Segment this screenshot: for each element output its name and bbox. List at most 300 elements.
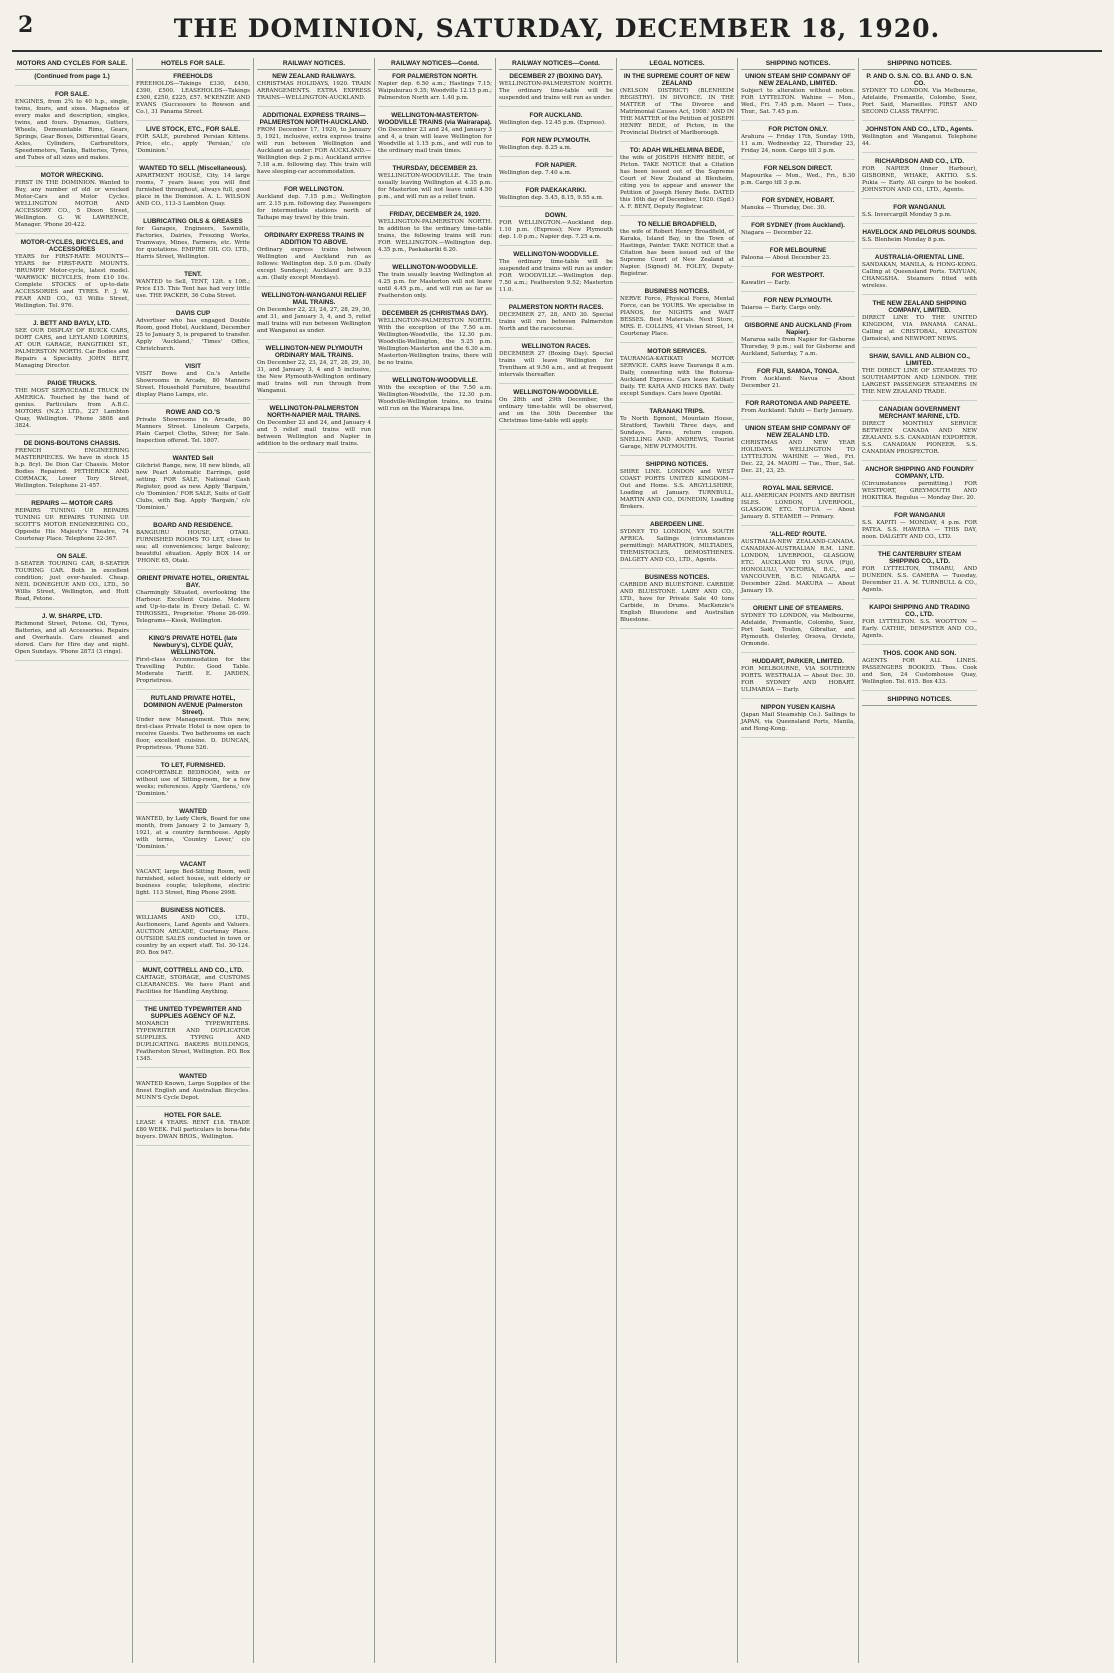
advertisement: [257, 232, 371, 287]
column-heading: RAILWAY NOTICES—Contd.: [378, 60, 492, 70]
advertisement: [741, 400, 855, 420]
ad-body: Private Showrooms in Arcade, 80 Manners Street. Linoleum Carpets, Plain Carpet Cloths, Silver, for Sale. Inspection offered. Tel. 1807.: [136, 417, 250, 444]
ad-heading: FOR WANGANUI.: [893, 204, 946, 211]
advertisement: [620, 408, 734, 456]
ad-body: the wife of Robert Henry Broadfield, of Karaka, Island Bay, in the Town of Hastings, Painter. TAKE NOTICE that a Citation has been issued out of the Supreme Court of New Zealand at Napier. (Signed) M. FOLEY, Deputy-Registrar.: [620, 229, 734, 277]
ad-body: LEASE 4 YEARS. RENT £18. TRADE £80 WEEK. Full particulars to bona-fide buyers. DWAN BROS., Wellington.: [136, 1120, 250, 1140]
ad-body: (Japan Mail Steamship Co.). Sailings to JAPAN, via Queensland Ports, Manila, and Hong-Kong.: [741, 712, 855, 732]
advertisement: [15, 553, 129, 608]
advertisement: [136, 635, 250, 690]
advertisement: [499, 389, 613, 430]
advertisement: [136, 522, 250, 570]
advertisement: [499, 251, 613, 299]
ad-heading: BUSINESS NOTICES.: [160, 907, 226, 914]
ad-heading: FOR NELSON DIRECT.: [763, 165, 833, 172]
ad-body: DECEMBER 27, 28, AND 30. Special trains will run between Palmerston North and the racecourse.: [499, 312, 613, 332]
ad-body: Subject to alteration without notice. FOR LYTTELTON. Wahine — Mon., Wed., Fri. 7.45 p.m. Maori — Tues., Thur., Sat. 7.45 p.m.: [741, 88, 855, 115]
ad-heading: WELLINGTON-WANGANUI RELIEF MAIL TRAINS.: [261, 292, 367, 306]
column-heading: SHIPPING NOTICES.: [741, 60, 855, 70]
advertisement: [741, 197, 855, 217]
advertisement: [257, 73, 371, 107]
ad-body: MONARCH TYPEWRITERS. TYPEWRITER AND DUPLICATOR SUPPLIES. TYPING AND DUPLICATING. BAKERS BUILDINGS, Featherston Street, Wellington. P.O. Box 1345.: [136, 1021, 250, 1062]
ad-body: DIRECT MONTHLY SERVICE BETWEEN CANADA AND NEW ZEALAND. S.S. CANADIAN EXPORTER. S.S. CANADIAN PIONEER. S.S. CANADIAN PROSPECTOR.: [862, 421, 977, 455]
ad-heading: UNION STEAM SHIP COMPANY OF NEW ZEALAND LTD.: [745, 425, 851, 439]
ad-heading: SHIPPING NOTICES.: [645, 461, 709, 468]
advertisement: [620, 221, 734, 283]
advertisement: [136, 409, 250, 450]
advertisement: [499, 162, 613, 182]
advertisement: [862, 126, 977, 153]
advertisement: [741, 425, 855, 480]
ad-heading: FOR NEW PLYMOUTH.: [763, 297, 833, 304]
ad-heading: WELLINGTON-PALMERSTON NORTH-NAPIER MAIL TRAINS.: [267, 405, 361, 419]
ad-body: BANGIURU HOUSE, OTAKI. FURNISHED ROOMS TO LET, close to sea; all conveniences; large balcony; beautiful situation. Apply BOX 14 or 'PHONE 65, Otaki.: [136, 530, 250, 564]
advertisement: [136, 1073, 250, 1107]
ad-heading: NEW ZEALAND RAILWAYS.: [272, 73, 356, 80]
page-title: THE DOMINION, SATURDAY, DECEMBER 18, 1920.: [173, 14, 941, 43]
ad-body: Auckland dep. 7.15 p.m.; Wellington arr. 2.15 p.m. following day. Passengers for intermediate stations north of Taihape may travel by this train.: [257, 194, 371, 221]
masthead: [0, 0, 1114, 52]
advertisement: [620, 461, 734, 516]
advertisement: [378, 264, 492, 305]
ad-heading: WELLINGTON-WOODVILLE.: [392, 264, 478, 271]
ad-heading: FOR FIJI, SAMOA, TONGA.: [757, 368, 839, 375]
column-heading: SHIPPING NOTICES.: [862, 60, 977, 70]
ad-heading: GISBORNE AND AUCKLAND (From Napier).: [744, 322, 852, 336]
column-heading: HOTELS FOR SALE.: [136, 60, 250, 70]
ad-body: Kawatiri — Early.: [741, 280, 791, 286]
ad-heading: JOHNSTON AND CO., LTD., Agents.: [865, 126, 974, 133]
ad-heading: HAVELOCK AND PELORUS SOUNDS.: [862, 229, 977, 236]
advertisement: [862, 204, 977, 224]
ad-body: The ordinary time-table will be suspended and trains will run as under: FOR WOODVILLE.—Wellington dep. 7.50 a.m.; Featherston 9.52; Masterton 11.0.: [499, 259, 613, 293]
advertisement: [499, 137, 613, 157]
ad-body: Advertiser who has engaged Double Room, good Hotel, Auckland, December 25 to January 5, is prepared to transfer. Apply 'Auckland,' 'Times' Office, Christchurch.: [136, 318, 250, 352]
ad-heading: MOTOR SERVICES.: [647, 348, 707, 355]
ad-heading: FOR PALMERSTON NORTH.: [392, 73, 478, 80]
ad-body: REPAIRS TUNING UP. REPAIRS TUNING UP. REPAIRS TUNING UP. SCOTT'S MOTOR ENGINEERING CO., Opposite His Majesty's Theatre, 74 Courtenay Place. Telephone 22-367.: [15, 508, 129, 542]
advertisement: [136, 861, 250, 902]
ad-heading: ORIENT PRIVATE HOTEL, ORIENTAL BAY.: [137, 575, 249, 589]
ad-body: FOR MELBOURNE, VIA SOUTHERN PORTS. WESTRALIA — About Dec. 30. FOR SYDNEY AND HOBART. ULIMAROA — Early.: [741, 666, 855, 693]
advertisement: [15, 380, 129, 435]
ad-body: Wellington dep. 7.40 a.m.: [499, 170, 572, 176]
ad-body: CARBIDE AND BLUESTONE. CARBIDE AND BLUESTONE. LAIRY AND CO., LTD., have for Private Sale 40 tons Carbide, in Drums. MacKenzie's English Bluestone and Australian Bluestone.: [620, 582, 734, 623]
ad-heading: IN THE SUPREME COURT OF NEW ZEALAND: [623, 73, 731, 87]
ad-body: 5-SEATER TOURING CAR, 8-SEATER TOURING CAR. Both in excellent condition; just over-hauled. Cheap. NEIL DONEGHUE AND CO., LTD., 50 Willis Street, Wellington, and Hutt Road, Petone.: [15, 561, 129, 602]
advertisement: [620, 521, 734, 569]
advertisement: [136, 363, 250, 404]
ad-heading: FRIDAY, DECEMBER 24, 1920.: [389, 211, 481, 218]
ad-body: On December 23 and 24, and January 3 and 4, a train will leave Wellington for Woodville at 1.15 p.m., and will run to the ordinary mail train times.: [378, 127, 492, 154]
ad-body: S.S. KAPITI — MONDAY, 4 p.m. FOR PATEA. S.S. HAWERA — THIS DAY, noon. DALGETY AND CO., LTD.: [862, 520, 977, 540]
ad-body: On December 22, 23, 24, 27, 28, 29, 30, 31, and January 3, 4 and 5 inclusive, the New Plymouth-Wellington ordinary mail trains will run through from Wanganui.: [257, 360, 371, 394]
advertisement: [378, 211, 492, 259]
ad-body: Paloona — About December 23.: [741, 255, 831, 261]
ad-heading: NIPPON YUSEN KAISHA: [760, 704, 836, 711]
ad-heading: FOR WESTPORT.: [771, 272, 825, 279]
ad-body: Ordinary express trains between Wellington and Auckland run as follows: Wellington dep. 3.0 p.m. (Daily except Sundays); Auckland arr. 9.33 a.m. (Daily except Mondays).: [257, 247, 371, 281]
ad-body: Gilchrist Range, new, 18 new blinds, all new Pearl Automatic Earrings, gold setting. FOR SALE, National Cash Register, good as new. Apply 'Bargain,' c/o 'Dominion.' FOR SALE, Suits of Golf Clubs, with Bag. Apply 'Bargain,' c/o 'Dominion.': [136, 463, 250, 511]
ad-body: To North Egmont, Mountain House, Stratford, Tawhiti Three days, and Sundays. Fares, return coupon. SNELLING AND ANDREWS, Tourist Garage, NEW PLYMOUTH.: [620, 416, 734, 450]
ad-heading: DE DIONS-BOUTONS CHASSIS.: [23, 440, 121, 447]
ad-body: VISIT Bows and Co.'s Antelle Showrooms in Arcade, 80 Manners Street. Household Furniture, beautiful display Piano Lamps, etc.: [136, 371, 250, 398]
ad-body: YEARS for FIRST-RATE MOUNTS—YEARS for FIRST-RATE MOUNTS. 'BRUMPH' Motor-cycle, latest model. 'WARWICK' BICYCLES, from £10 10s. Complete STOCKS of up-to-date ACCESSORIES and TYRES. F. J. W. FEAR AND CO., 63 Willis Street, Wellington. Tel. 976.: [15, 254, 129, 309]
ad-body: Niagara — December 22.: [741, 230, 813, 236]
ad-body: From Auckland: Tahiti — Early January.: [741, 408, 854, 414]
ad-heading: TO NELLIE BROADFIELD,: [637, 221, 717, 228]
advertisement: [257, 112, 371, 181]
advertisement: [15, 239, 129, 315]
advertisement: [499, 212, 613, 246]
ad-heading: CANADIAN GOVERNMENT MERCHANT MARINE, LTD.: [878, 406, 961, 420]
ad-body: First-class Accommodation for the Travelling Public. Good Table. Moderate Tariff. E. JARDEN, Proprietress.: [136, 657, 250, 684]
ad-heading: FOR SYDNEY, HOBART.: [761, 197, 835, 204]
advertisement: [620, 147, 734, 216]
ad-heading: FOR SYDNEY (from Auckland).: [751, 222, 845, 229]
ad-body: FOR LYTTELTON. S.S. WOOTTON — Early. CATHIE, DEMPSTER AND CO., Agents.: [862, 619, 977, 639]
masthead-rule: [12, 50, 1102, 52]
ad-heading: TO LET, FURNISHED.: [160, 762, 226, 769]
ad-heading: FOR NAPIER.: [535, 162, 577, 169]
ad-body: AUSTRALIA-NEW ZEALAND-CANADA. CANADIAN-AUSTRALIAN R.M. LINE. LONDON, LIVERPOOL, GLASGOW, ETC. AUCKLAND TO SUVA (Fiji), HONOLULU, VICTORIA, B.C., and VANCOUVER, B.C. NIAGARA — December 22nd. MAKURA — About January 19.: [741, 539, 855, 594]
advertisement: [136, 73, 250, 121]
ad-body: DECEMBER 27 (Boxing Day). Special trains will leave Wellington for Trentham at 9.50 a.m., and at frequent intervals thereafter.: [499, 351, 613, 378]
columns: [12, 58, 1102, 1663]
advertisement: [378, 112, 492, 160]
ad-body: SEE OUR DISPLAY OF BUICK CARS, DORT CARS, and LEYLAND LORRIES, AT OUR GARAGE, RANGITIKEI ST., PALMERSTON NORTH. Car Bodies and Repairs a Speciality. JOHN BETT, Managing Director.: [15, 328, 129, 369]
ad-heading: VISIT: [185, 363, 201, 370]
ad-heading: 'ALL-RED' ROUTE.: [769, 531, 827, 538]
ad-body: Arahura — Friday 17th, Sunday 19th, 11 a.m. Wednesday 22, Thursday 23, Friday 24, noon. Cargo till 3 p.m.: [741, 134, 855, 154]
advertisement: [378, 310, 492, 372]
ad-heading: MOTOR WRECKING.: [40, 172, 104, 179]
ad-heading: DECEMBER 25 (CHRISTMAS DAY).: [382, 310, 488, 317]
ad-heading: WANTED: [179, 1073, 207, 1080]
advertisement: [136, 967, 250, 1001]
advertisement: [741, 485, 855, 526]
ad-heading: ANCHOR SHIPPING AND FOUNDRY COMPANY, LTD.: [865, 466, 974, 480]
ad-heading: HOTEL FOR SALE.: [164, 1112, 222, 1119]
column-heading: RAILWAY NOTICES—Contd.: [499, 60, 613, 70]
advertisement: [15, 73, 129, 86]
ad-heading: WELLINGTON-WOODVILLE.: [513, 251, 599, 258]
ad-heading: ORDINARY EXPRESS TRAINS IN ADDITION TO ABOVE.: [264, 232, 364, 246]
ad-body: VACANT, large Bed-Sitting Room, well furnished, select house, suit elderly or business couple; telephone, electric light. 113 Street, Ring Phone 2998.: [136, 869, 250, 896]
column-heading: MOTORS AND CYCLES FOR SALE.: [15, 60, 129, 70]
ad-heading: (Continued from page 1.): [34, 73, 110, 80]
ad-body: the wife of JOSEPH HENRY BEDE, of Picton. TAKE NOTICE that a Citation has been issued out of the Supreme Court of New Zealand at Blenheim, citing you to appear and answer the Petition of Joseph Henry Bede. DATED this 16th day of December, 1920. (Sgd.) A. F. BENT, Deputy Registrar.: [620, 155, 734, 210]
column-8: [859, 58, 980, 1663]
advertisement: [862, 158, 977, 199]
ad-body: NERVE Force, Physical Force, Mental Force, can be YOURS. We specialise in PIANOS, for NIGHTS and WAIT BESSES. Best Materials. Next Store, MRS. E. COLLINS, 41 Vivian Street, 14 Courtenay Place.: [620, 296, 734, 337]
advertisement: [620, 348, 734, 403]
ad-body: for Garages, Engineers, Sawmills, Factories, Dairies, Freezing Works, Tramways, Mines, Farmers, etc. Write for quotations. EMPIRE OIL CO. LTD., Harris Street, Wellington.: [136, 226, 250, 260]
ad-heading: WELLINGTON-MASTERTON-WOODVILLE TRAINS (via Wairarapa).: [378, 112, 492, 126]
ad-heading: ADDITIONAL EXPRESS TRAINS—PALMERSTON NORTH-AUCKLAND.: [259, 112, 369, 126]
ad-body: Under new Management. This new, first-class Private Hotel is now open to receive Guests. Two bathrooms on each floor, excellent cuisine. D. DUNCAN, Proprietress. 'Phone 526.: [136, 717, 250, 751]
ad-heading: KAIPOI SHIPPING AND TRADING CO., LTD.: [869, 604, 970, 618]
ad-body: Napier dep. 6.50 a.m.; Hastings 7.15; Waipukurau 9.35; Woodville 12.15 p.m.; Palmerston North arr. 1.40 p.m.: [378, 81, 492, 101]
ad-body: FOR SALE, purebred Persian Kittens. Price, etc., apply 'Persian,' c/o 'Dominion.': [136, 134, 250, 154]
ad-body: THE DIRECT LINE OF STEAMERS TO SOUTHAMPTON AND LONDON. THE LARGEST PASSENGER STEAMERS IN THE NEW ZEALAND TRADE.: [862, 368, 977, 395]
ad-heading: DECEMBER 27 (BOXING DAY).: [509, 73, 603, 80]
advertisement: [741, 605, 855, 653]
ad-body: THE MOST SERVICEABLE TRUCK IN AMERICA. Touched by the hand of genius. Particulars from A.B.C. MOTORS (N.Z.) LTD., 227 Lambton Quay, Wellington. 'Phone 3808 and 3824.: [15, 388, 129, 429]
ad-heading: J. W. SHARPE, LTD.: [41, 613, 103, 620]
ad-body: WELLINGTON-PALMERSTON NORTH. In addition to the ordinary time-table trains, the following trains will run: FOR WELLINGTON.—Wellington dep. 4.35 p.m., Paekakariki 6.20.: [378, 219, 492, 253]
ad-heading: FOR SALE.: [54, 91, 90, 98]
advertisement: [862, 406, 977, 461]
ad-body: TAURANGA-KATIKATI MOTOR SERVICE. CARS leave Tauranga 8 a.m. Daily, connecting with the Rotorua-Auckland Express. Cars leave Katikati Daily. TE KAHA AND HICKS BAY. Daily except Sundays. Cars leave Opotiki.: [620, 356, 734, 397]
advertisement: [136, 165, 250, 213]
ad-body: WELLINGTON-PALMERSTON NORTH. The ordinary time-table will be suspended and trains will run as under.: [499, 81, 613, 101]
advertisement: [741, 165, 855, 192]
advertisement: [862, 353, 977, 401]
ad-body: Mararoa sails from Napier for Gisborne Thursday, 9 p.m.; sail for Gisborne and Auckland, Saturday, 7 a.m.: [741, 337, 855, 357]
advertisement: [862, 300, 977, 348]
ad-heading: THOS. COOK AND SON.: [882, 650, 957, 657]
advertisement: [499, 73, 613, 107]
ad-body: Taiaroa — Early. Cargo only.: [741, 305, 822, 311]
ad-heading: ABERDEEN LINE.: [650, 521, 704, 528]
advertisement: [741, 73, 855, 121]
ad-heading: FOR MELBOURNE: [769, 247, 827, 254]
ad-heading: THE NEW ZEALAND SHIPPING COMPANY, LIMITED.: [872, 300, 967, 314]
ad-body: FOR NAPIER (Inner Harbour), GISBORNE, WHAKE, AKITIO. S.S. Pukia — Early. All cargo to be booked. JOHNSTON AND CO., LTD., Agents.: [862, 166, 977, 193]
advertisement: [257, 345, 371, 400]
ad-body: (Circumstances permitting.) FOR WESTPORT, GREYMOUTH AND HOKITIKA. Regulus — Monday Dec. 20.: [862, 481, 977, 501]
ad-heading: WELLINGTON-NEW PLYMOUTH ORDINARY MAIL TRAINS.: [265, 345, 363, 359]
ad-body: CHRISTMAS HOLIDAYS, 1920. TRAIN ARRANGEMENTS. EXTRA EXPRESS TRAINS—WELLINGTON-AUCKLAND.: [257, 81, 371, 101]
advertisement: [136, 907, 250, 962]
ad-body: FREEHOLDS—Takings £330, £450, £390, £500. LEASEHOLDS—Takings £300, £250, £225, £57. M'KENZIE AND EVANS (Successors to Rowson and Co.), 31 Panama Street.: [136, 81, 250, 115]
ad-heading: KING'S PRIVATE HOTEL (late Newbury's), CLYDE QUAY, WELLINGTON.: [148, 635, 238, 656]
ad-body: WANTED, by Lady Clerk, Board for one month, from January 2 to January 5, 1921, at a country farmhouse. Apply with terms, 'Country Lover,' c/o 'Dominion.': [136, 816, 250, 850]
ad-body: Charmingly Situated, overlooking the Harbour. Excellent Cuisine. Modern and Up-to-date in Every Detail. C. W. THROSSEL, Proprietor. 'Phone 26-099. Telegrams—Kiosk, Wellington.: [136, 590, 250, 624]
ad-heading: DOWN.: [544, 212, 567, 219]
ad-heading: ROWE AND CO.'S: [165, 409, 221, 416]
column-heading: SHIPPING NOTICES.: [862, 696, 977, 706]
advertisement: [741, 297, 855, 317]
advertisement: [862, 604, 977, 645]
ad-heading: MUNT, COTTRELL AND CO., LTD.: [142, 967, 244, 974]
column-heading: RAILWAY NOTICES.: [257, 60, 371, 70]
ad-body: FRENCH ENGINEERING MASTERPIECES. We have in stock 15 h.p. 8cyl. De Dion Car Chassis. Motor Bodies Repaired. PETHERICK AND CORMACK, Lower Tory Street, Wellington. Telephone 21-457.: [15, 448, 129, 489]
ad-heading: SHAW, SAVILL AND ALBION CO., LIMITED.: [869, 353, 970, 367]
ad-heading: THE UNITED TYPEWRITER AND SUPPLIES AGENCY OF N.Z.: [144, 1006, 242, 1020]
ad-heading: PAIGE TRUCKS.: [47, 380, 97, 387]
advertisement: [136, 1112, 250, 1146]
ad-heading: TARANAKI TRIPS.: [649, 408, 705, 415]
advertisement: [620, 574, 734, 629]
ad-heading: UNION STEAM SHIP COMPANY OF NEW ZEALAND, LIMITED.: [745, 73, 851, 87]
ad-heading: ORIENT LINE OF STEAMERS.: [752, 605, 844, 612]
advertisement: [15, 172, 129, 234]
ad-heading: FOR NEW PLYMOUTH.: [521, 137, 591, 144]
ad-heading: WELLINGTON-WOODVILLE.: [392, 377, 478, 384]
ad-body: Richmond Street, Petone. Oil, Tyres, Batteries, and all Accessories. Repairs and Overhauls. Cars cleaned and stored. Cars for Hire day and night. Open Sundays. 'Phone 2873 (3 rings).: [15, 621, 129, 655]
ad-body: From Auckland: Navua — About December 21.: [741, 376, 855, 389]
ad-body: AGENTS FOR ALL LINES. PASSENGERS BOOKED. Thos. Cook and Son, 24 Customhouse Quay, Wellington. Tel. 615. Box 433.: [862, 658, 977, 685]
column-1: [12, 58, 133, 1663]
ad-heading: THURSDAY, DECEMBER 23.: [392, 165, 478, 172]
ad-heading: BOARD AND RESIDENCE.: [153, 522, 233, 529]
ad-heading: ON SALE.: [56, 553, 88, 560]
ad-heading: WANTED: [179, 808, 207, 815]
ad-body: S.S. Invercargill Monday 5 p.m.: [862, 212, 952, 218]
advertisement: [257, 292, 371, 340]
ad-body: S.S. Blenheim Monday 8 p.m.: [862, 237, 946, 243]
advertisement: [862, 229, 977, 249]
ad-heading: WANTED TO SELL (Miscellaneous).: [139, 165, 247, 172]
advertisement: [15, 320, 129, 375]
advertisement: [136, 126, 250, 160]
ad-body: FOR WELLINGTON.—Auckland dep. 1.10 p.m. (Express); New Plymouth dep. 1.0 p.m.; Napier dep. 7.25 a.m.: [499, 220, 613, 240]
column-4: [375, 58, 496, 1663]
advertisement: [257, 186, 371, 227]
ad-body: DIRECT LINE TO THE UNITED KINGDOM, VIA PANAMA CANAL. Calling at CRISTOBAL, KINGSTON (Jamaica), and NEWPORT NEWS.: [862, 315, 977, 342]
advertisement: [15, 440, 129, 495]
ad-body: CARTAGE, STORAGE, and CUSTOMS CLEARANCES. We have Plant and Facilities for Handling Anything.: [136, 975, 250, 995]
ad-heading: FOR PAEKAKARIKI.: [525, 187, 587, 194]
advertisement: [136, 575, 250, 630]
advertisement: [15, 91, 129, 167]
advertisement: [499, 187, 613, 207]
advertisement: [862, 73, 977, 121]
ad-body: On December 23 and 24, and January 4 and 5 relief mail trains will run between Wellington and Napier in addition to the ordinary mail trains.: [257, 420, 371, 447]
ad-heading: VACANT: [179, 861, 207, 868]
advertisement: [499, 343, 613, 384]
ad-body: WANTED Known, Large Supplies of the finest English and Australian Bicycles. MUNN'S Cycle Depot.: [136, 1081, 250, 1101]
column-2: [133, 58, 254, 1663]
ad-heading: ROYAL MAIL SERVICE.: [762, 485, 834, 492]
advertisement: [136, 1006, 250, 1068]
ad-body: WILLIAMS AND CO., LTD., Auctioneers, Land Agents and Valuers. AUCTION ARCADE, Courtenay Place. OUTSIDE SALES conducted in town or country by an expert staff. Tel. 30-124. P.O. Box 947.: [136, 915, 250, 956]
advertisement: [741, 222, 855, 242]
advertisement: [620, 288, 734, 343]
advertisement: [862, 512, 977, 546]
ad-body: CHRISTMAS AND NEW YEAR HOLIDAYS. WELLINGTON TO LYTTELTON. WAHINE — Wed., Fri. Dec. 22, 24. MAORI — Tue., Thur., Sat. Dec. 21, 23, 25.: [741, 440, 855, 474]
ad-heading: P. AND O. S.N. CO. B.I. AND O. S.N. CO.: [866, 73, 973, 87]
advertisement: [136, 455, 250, 517]
advertisement: [620, 73, 734, 142]
advertisement: [136, 218, 250, 266]
ad-body: Wellington dep. 8.25 a.m.: [499, 145, 572, 151]
advertisement: [15, 500, 129, 548]
advertisement: [136, 808, 250, 856]
ad-heading: THE CANTERBURY STEAM SHIPPING CO., LTD.: [877, 551, 962, 565]
ad-heading: REPAIRS — MOTOR CARS: [31, 500, 113, 507]
ad-body: SYDNEY TO LONDON. Via Melbourne, Adelaide, Fremantle, Colombo, Suez, Port Said, Marseilles. FIRST AND SECOND CLASS TRAFFIC.: [862, 88, 977, 115]
advertisement: [136, 271, 250, 305]
ad-body: On 28th and 29th December, the ordinary time-table will be observed, and on the 30th December the Christmas time-table will apply.: [499, 397, 613, 424]
ad-body: SANDAKAN, MANILA, & HONG-KONG. Calling at Queensland Ports. TAIYUAN, CHANGSHA. Steamers fitted with wireless.: [862, 262, 977, 289]
column-6: [617, 58, 738, 1663]
advertisement: [136, 310, 250, 358]
ad-body: Wellington dep. 12.45 p.m. (Express).: [499, 120, 606, 126]
ad-body: Wellington and Wanganui. Telephone 44.: [862, 134, 977, 147]
ad-body: (NELSON DISTRICT) (BLENHEIM REGISTRY). IN DIVORCE. IN THE MATTER of 'The Divorce and Matrimonial Causes Act, 1908.' AND IN THE MATTER of the Petition of JOSEPH HENRY BEDE, of Picton, in the Provincial District of Marlborough.: [620, 88, 734, 136]
ad-heading: WANTED Sell: [172, 455, 214, 462]
ad-heading: TO: ADAH WILHELMINA BEDE,: [629, 147, 725, 154]
ad-heading: LUBRICATING OILS & GREASES: [143, 218, 243, 225]
page-number: 2: [18, 12, 34, 38]
advertisement: [136, 762, 250, 803]
advertisement: [499, 304, 613, 338]
column-5: [496, 58, 617, 1663]
ad-heading: BUSINESS NOTICES.: [644, 574, 710, 581]
column-7: [738, 58, 859, 1663]
ad-body: Manuka — Thursday, Dec. 30.: [741, 205, 826, 211]
ad-heading: MOTOR-CYCLES, BICYCLES, and ACCESSORIES: [20, 239, 124, 253]
ad-body: SYDNEY TO LONDON, via Melbourne, Adelaide, Fremantle, Colombo, Suez, Port Said, Toulon, Gibraltar, and Plymouth. Osterley, Orsova, Orvieto, Ormonde.: [741, 613, 855, 647]
ad-heading: TENT.: [184, 271, 202, 278]
advertisement: [378, 165, 492, 206]
advertisement: [862, 466, 977, 507]
column-heading: LEGAL NOTICES.: [620, 60, 734, 70]
advertisement: [15, 613, 129, 661]
ad-heading: FREEHOLDS: [173, 73, 213, 80]
ad-heading: DAVIS CUP: [175, 310, 211, 317]
ad-body: WANTED to Sell, TENT, 12ft. x 10ft.; Price £15. This Tent has had very little use. THE PACKER, 36 Cuba Street.: [136, 279, 250, 299]
ad-body: The train usually leaving Wellington at 4.25 p.m. for Masterton will not leave until 4.45 p.m., and will run as far as Featherston only.: [378, 272, 492, 299]
ad-body: ALL AMERICAN POINTS AND BRITISH ISLES. LONDON, LIVERPOOL, GLASGOW, ETC. TOFUA — About January 8. STEAMER — Primary.: [741, 493, 855, 520]
ad-heading: HUDDART, PARKER, LIMITED.: [752, 658, 844, 665]
advertisement: [741, 322, 855, 363]
ad-heading: FOR WANGANUI: [894, 512, 945, 519]
ad-heading: RICHARDSON AND CO., LTD.: [874, 158, 965, 165]
advertisement: [741, 126, 855, 160]
ad-heading: RUTLAND PRIVATE HOTEL, DOMINION AVENUE (Palmerston Street).: [143, 695, 243, 716]
advertisement: [741, 272, 855, 292]
advertisement: [378, 73, 492, 107]
ad-body: With the exception of the 7.50 a.m. Wellington-Woodville, the 12.30 p.m. Woodville-Wellington trains, no trains will run on the Wairarapa line.: [378, 385, 492, 412]
ad-heading: FOR PICTON ONLY.: [768, 126, 828, 133]
ad-heading: FOR WELLINGTON.: [284, 186, 344, 193]
ad-heading: FOR RAROTONGA AND PAPEETE.: [745, 400, 851, 407]
advertisement: [499, 112, 613, 132]
advertisement: [257, 405, 371, 453]
ad-heading: WELLINGTON-WOODVILLE.: [513, 389, 599, 396]
advertisement: [378, 377, 492, 418]
advertisement: [741, 658, 855, 699]
advertisement: [862, 551, 977, 599]
ad-body: SHIRE LINE. LONDON and WEST COAST PORTS UNITED KINGDOM—Out and Home. S.S. ARGYLLSHIRE, Loading at January. TURNBULL, MARTIN AND CO., DUNEDIN, Loading Brokers.: [620, 469, 734, 510]
ad-body: FIRST IN THE DOMINION. Wanted to Buy, any number of old or wrecked Motor-Cars and Motor Cycles. WELLINGTON MOTOR AND ACCESSORY CO., 5 Dixon Street, Wellington. G. W. LAWRENCE, Manager. 'Phone 20-422.: [15, 180, 129, 228]
ad-body: WELLINGTON-PALMERSTON NORTH. With the exception of the 7.50 a.m. Wellington-Woodville, the 12.30 p.m. Woodville-Wellington, the 5.25 p.m. Wellington-Masterton and the 6.30 a.m. Masterton-Wellington trains, there will be no trains.: [378, 318, 492, 366]
ad-heading: J. BETT AND BAYLY, LTD.: [33, 320, 111, 327]
ad-body: Wellington dep. 5.45, 8.15, 9.55 a.m.: [499, 195, 604, 201]
advertisement: [136, 695, 250, 757]
ad-heading: LIVE STOCK, ETC., FOR SALE.: [146, 126, 240, 133]
ad-body: WELLINGTON-WOODVILLE. The train usually leaving Wellington at 4.35 p.m. for Masterton will not leave until 4.50 p.m., and will run as a relief train.: [378, 173, 492, 200]
advertisement: [862, 650, 977, 691]
advertisement: [741, 247, 855, 267]
ad-body: On December 22, 23, 24, 27, 28, 29, 30, and 31, and January 3, 4, and 5, relief mail trains will run between Wellington and Wanganui as under.: [257, 307, 371, 334]
advertisement: [862, 254, 977, 295]
ad-body: FOR LYTTELTON, TIMARU, AND DUNEDIN. S.S. CAMERA — Tuesday, December 21. A. M. TURNBULL & CO., Agents.: [862, 566, 977, 593]
ad-heading: PALMERSTON NORTH RACES.: [508, 304, 604, 311]
ad-heading: WELLINGTON RACES.: [521, 343, 591, 350]
advertisement: [741, 704, 855, 738]
ad-heading: AUSTRALIA-ORIENTAL LINE.: [874, 254, 965, 261]
column-3: [254, 58, 375, 1663]
advertisement: [741, 531, 855, 600]
ad-body: COMFORTABLE BEDROOM, with or without use of Sitting-room, for a few weeks; references. Apply 'Gardens,' c/o 'Dominion.': [136, 770, 250, 797]
ad-body: APARTMENT HOUSE, City, 14 large rooms, 7 years lease; you will find furnished throughout, always full, good place in the Dominion. A. L. WILSON AND CO., 113-3 Lambton Quay.: [136, 173, 250, 207]
ad-body: Mapourika — Mon., Wed., Fri., 8.30 p.m. Cargo till 3 p.m.: [741, 173, 855, 186]
